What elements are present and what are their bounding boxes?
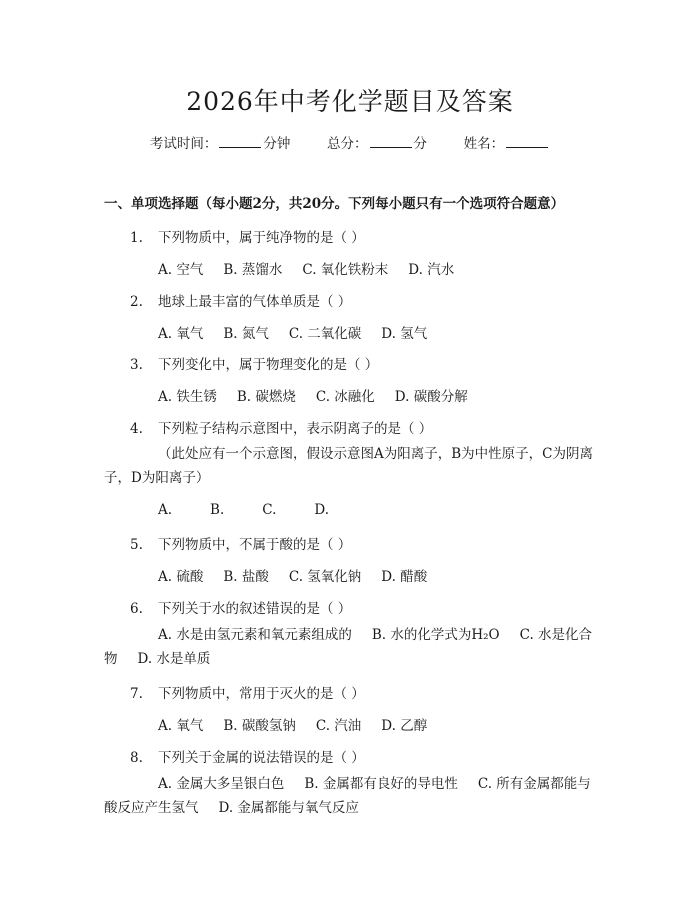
- question-1: [130, 226, 365, 246]
- name-blank: [506, 135, 548, 148]
- options-2: [158, 322, 447, 342]
- question-4-note: （此处应有一个示意图，假设示意图A为阳离子，B为中性原子，C为阴离子，D为阳离子）: [104, 446, 593, 486]
- exam-info-line: [0, 132, 700, 152]
- option: A. 氧气: [158, 326, 204, 342]
- options-4: [158, 502, 349, 518]
- page-title: 2026年中考化学题目及答案: [186, 87, 514, 116]
- time-blank: [219, 135, 261, 148]
- option: B. 盐酸: [223, 569, 269, 585]
- option: B. 氮气: [223, 326, 269, 342]
- question-text: 下列关于金属的说法错误的是（ ）: [158, 750, 365, 766]
- option: B. 蒸馏水: [223, 262, 283, 278]
- option: C. 水是化合物: [104, 627, 593, 667]
- score-label: 总分：: [327, 136, 368, 152]
- question-text: 下列物质中，常用于灭火的是（ ）: [158, 686, 365, 702]
- question-2: [130, 290, 351, 310]
- option: A. 空气: [158, 262, 204, 278]
- question-text: 下列变化中，属于物理变化的是（ ）: [158, 357, 379, 373]
- option: D. 乙醇: [381, 718, 428, 734]
- score-blank: [370, 135, 412, 148]
- question-number: 8.: [130, 750, 143, 766]
- question-5: [130, 533, 351, 553]
- section-heading: 一、单项选择题（每小题2分，共20分。下列每小题只有一个选项符合题意）: [104, 196, 565, 212]
- option: D. 碳酸分解: [394, 389, 468, 405]
- option: C. 氢氧化钠: [288, 569, 362, 585]
- question-text: 下列关于水的叙述错误的是（ ）: [158, 601, 352, 617]
- option: D. 汽水: [408, 262, 455, 278]
- option: B.: [210, 502, 225, 518]
- question-number: 4.: [130, 421, 143, 437]
- option: C. 二氧化碳: [288, 326, 362, 342]
- question-text: 下列粒子结构示意图中，表示阴离子的是（ ）: [158, 421, 433, 437]
- time-label: 考试时间：: [149, 136, 218, 152]
- option: A.: [158, 502, 173, 518]
- option: B. 碳酸氢钠: [223, 718, 296, 734]
- option: C.: [262, 502, 277, 518]
- option: B. 金属都有良好的导电性: [304, 776, 458, 792]
- question-3: [130, 353, 378, 373]
- option: A. 金属大多呈银白色: [158, 776, 285, 792]
- options-7: [158, 714, 447, 734]
- options-5: [158, 565, 447, 585]
- option: A. 铁生锈: [158, 389, 217, 405]
- score-unit: 分: [413, 136, 427, 152]
- question-4: [130, 417, 432, 437]
- question-number: 5.: [130, 537, 143, 553]
- question-number: 1.: [130, 230, 143, 246]
- question-number: 7.: [130, 686, 143, 702]
- option: D. 醋酸: [381, 569, 428, 585]
- option: D.: [314, 502, 330, 518]
- question-text: 下列物质中，属于纯净物的是（ ）: [158, 230, 365, 246]
- question-text: 地球上最丰富的气体单质是（ ）: [158, 294, 352, 310]
- option: C. 氧化铁粉末: [302, 262, 389, 278]
- question-number: 2.: [130, 294, 143, 310]
- question-number: 6.: [130, 601, 143, 617]
- name-label: 姓名：: [463, 136, 505, 152]
- question-7: [130, 682, 365, 702]
- question-text: 下列物质中，不属于酸的是（ ）: [158, 537, 352, 553]
- options-8: [104, 772, 594, 820]
- question-8: [130, 746, 365, 766]
- options-1: [158, 258, 474, 278]
- question-number: 3.: [130, 357, 143, 373]
- question-6: [130, 597, 351, 617]
- options-3: [158, 385, 488, 405]
- option: C. 汽油: [315, 718, 362, 734]
- option: C. 冰融化: [315, 389, 375, 405]
- time-unit: 分钟: [263, 136, 291, 152]
- option: C. 所有金属都能与酸反应产生氢气: [104, 776, 591, 816]
- option: D. 氢气: [381, 326, 428, 342]
- option: A. 水是由氢元素和氧元素组成的: [158, 627, 352, 643]
- option: A. 硫酸: [158, 569, 204, 585]
- option: D. 水是单质: [137, 651, 211, 667]
- option: D. 金属都能与氧气反应: [218, 800, 359, 816]
- option: B. 水的化学式为H₂O: [371, 627, 500, 643]
- options-6: [104, 623, 594, 671]
- option: B. 碳燃烧: [236, 389, 296, 405]
- option: A. 氧气: [158, 718, 204, 734]
